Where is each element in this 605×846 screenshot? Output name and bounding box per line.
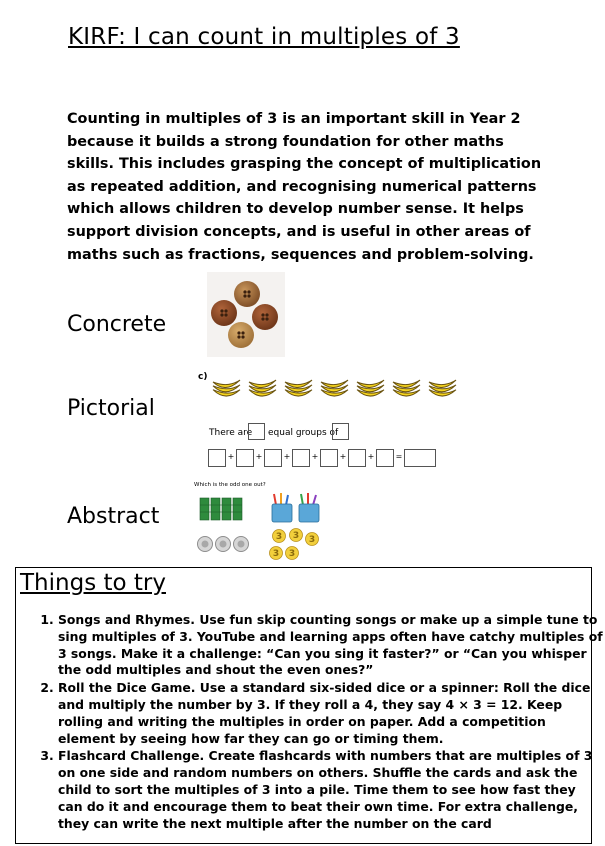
banana-icon [285, 380, 312, 396]
svg-text:3: 3 [275, 532, 283, 542]
things-to-try-heading: Things to try [20, 570, 166, 596]
banana-icon [213, 380, 240, 396]
banana-row [210, 374, 465, 410]
groups-count-box[interactable] [248, 423, 265, 440]
list-item: 3. Flashcard Challenge. Create flashcards with numbers that are multiples of 3 on one side and random numbers on others. Shuffle the cards and ask the child to sort the multiples of 3 into a pile. Time them to see how fast they can do it and encourage them to beat their own time. For extra challenge, they can write the next multiple after the number on the card [58, 748, 603, 832]
plus-sign: + [311, 452, 319, 461]
odd-one-out-question: Which is the odd one out? [194, 482, 266, 488]
banana-icon [429, 380, 456, 396]
things-to-try-list [36, 612, 603, 833]
banana-icon [357, 380, 384, 396]
things-to-try-panel [15, 567, 603, 844]
addition-row [208, 449, 440, 469]
pencil-pots-icon [270, 491, 322, 523]
plus-sign: + [227, 452, 235, 461]
gold-coins-icon [268, 527, 324, 563]
abstract-label: Abstract [67, 504, 160, 529]
svg-text:3: 3 [308, 535, 316, 545]
group-size-box[interactable] [332, 423, 349, 440]
equals-sign: = [395, 452, 403, 461]
sentence-start: There are [209, 428, 253, 438]
banana-icon [321, 380, 348, 396]
pictorial-label: Pictorial [67, 396, 155, 421]
addend-box[interactable] [236, 449, 254, 467]
silver-coins-icon [196, 534, 256, 554]
plus-sign: + [339, 452, 347, 461]
svg-text:3: 3 [272, 549, 280, 559]
green-cubes-icon [198, 496, 248, 522]
addend-box[interactable] [208, 449, 226, 467]
plus-sign: + [283, 452, 291, 461]
list-item: 1. Songs and Rhymes. Use fun skip counting songs or make up a simple tune to sing multiples of 3. YouTube and learning apps often have catchy multiples of 3 songs. Make it a challenge: “Can you sing it faster?” or “Can you whisper the odd multiples and shout the even ones?” [58, 612, 603, 679]
list-item: 2. Roll the Dice Game. Use a standard six-sided dice or a spinner: Roll the dice and multiply the number by 3. If they roll a 4, they say 4 × 3 = 12. Keep rolling and writing the multiples in order on paper. Add a competition element by seeing how far they can go or timing them. [58, 680, 603, 747]
banana-icon [249, 380, 276, 396]
plus-sign: + [255, 452, 263, 461]
addend-box[interactable] [320, 449, 338, 467]
svg-text:3: 3 [292, 531, 300, 541]
page-title: KIRF: I can count in multiples of 3 [68, 24, 460, 50]
buttons-photo [207, 272, 285, 357]
plus-sign: + [367, 452, 375, 461]
sentence-mid: equal groups of [268, 428, 339, 438]
addend-box[interactable] [376, 449, 394, 467]
banana-icon [393, 380, 420, 396]
addend-box[interactable] [348, 449, 366, 467]
addend-box[interactable] [264, 449, 282, 467]
svg-text:3: 3 [288, 549, 296, 559]
addend-box[interactable] [292, 449, 310, 467]
concrete-label: Concrete [67, 312, 167, 337]
intro-paragraph: Counting in multiples of 3 is an important skill in Year 2 because it builds a strong foundation for other maths skills. This includes grasping the concept of multiplication as repeated addition, and recognising numerical patterns which allows children to develop number sense. It helps support division concepts, and is useful in other areas of maths such as fractions, sequences and problem-solving. [67, 111, 542, 263]
answer-box[interactable] [404, 449, 436, 467]
pictorial-part-label: c) [198, 372, 208, 382]
